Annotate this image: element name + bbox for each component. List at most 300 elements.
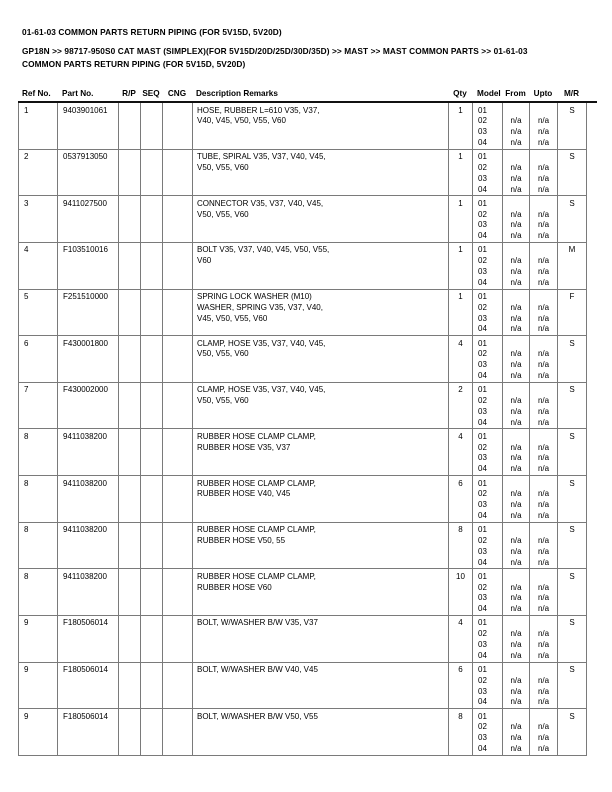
- upto-cell: [530, 523, 558, 569]
- seq-cell: [141, 616, 163, 662]
- seq-cell: [141, 150, 163, 196]
- from-value: n/a: [510, 593, 522, 603]
- model-line: 04: [478, 604, 487, 614]
- mr-value: M: [568, 245, 576, 255]
- from-value: n/a: [510, 313, 522, 323]
- qty-cell: 1: [449, 290, 473, 336]
- parts-table: [18, 86, 597, 756]
- description-line: RUBBER HOSE V40, V45: [197, 489, 291, 499]
- upto-value: n/a: [537, 162, 550, 172]
- model-line: 03: [478, 500, 487, 510]
- model-line: 04: [478, 137, 487, 147]
- model-cell: [473, 383, 503, 429]
- upto-value: n/a: [537, 697, 550, 707]
- model-line: 03: [478, 127, 487, 137]
- table-row: [19, 616, 587, 663]
- table-row: [19, 290, 587, 337]
- from-value: n/a: [510, 697, 522, 707]
- model-line: 04: [478, 650, 487, 660]
- from-value: [503, 665, 529, 676]
- description-line: V50, V55, V60: [197, 209, 249, 219]
- page-title: 01-61-03 COMMON PARTS RETURN PIPING (FOR 5V15D, 5V20D): [22, 27, 282, 37]
- model-line: 01: [478, 571, 487, 581]
- upto-cell: [530, 290, 558, 336]
- rp-cell: [119, 476, 141, 522]
- upto-value: n/a: [537, 733, 550, 743]
- from-value: [503, 618, 529, 629]
- mr-cell: [558, 383, 587, 429]
- qty-cell: 8: [449, 709, 473, 755]
- model-line: 04: [478, 231, 487, 241]
- upto-value: n/a: [537, 639, 550, 649]
- table-row: [19, 336, 587, 383]
- model-line: 03: [478, 733, 487, 743]
- from-value: n/a: [510, 464, 522, 474]
- upto-value: n/a: [537, 675, 550, 685]
- description-line: CONNECTOR V35, V37, V40, V45,: [197, 198, 324, 208]
- seq-cell: [141, 663, 163, 709]
- from-value: n/a: [510, 650, 522, 660]
- model-line: 01: [478, 478, 487, 488]
- rp-cell: [119, 616, 141, 662]
- description-line: RUBBER HOSE V35, V37: [197, 442, 291, 452]
- upto-value: n/a: [537, 489, 550, 499]
- qty-cell: 1: [449, 196, 473, 242]
- model-line: 04: [478, 417, 487, 427]
- from-cell: [503, 663, 530, 709]
- from-value: n/a: [510, 629, 522, 639]
- from-value: n/a: [510, 349, 522, 359]
- from-value: n/a: [510, 417, 522, 427]
- qty-cell: 1: [449, 103, 473, 149]
- upto-value: n/a: [537, 546, 550, 556]
- column-header-model: Model: [477, 89, 501, 98]
- upto-value: n/a: [537, 349, 550, 359]
- table-row: [19, 383, 587, 430]
- upto-value: [530, 572, 557, 583]
- upto-value: [530, 665, 557, 676]
- from-value: [503, 245, 529, 256]
- table-row: [19, 243, 587, 290]
- breadcrumb: [22, 45, 528, 70]
- upto-value: n/a: [537, 371, 550, 381]
- qty-cell: 10: [449, 569, 473, 615]
- ref-no-cell: 9: [19, 663, 58, 709]
- table-body: [18, 103, 587, 756]
- mr-value: S: [569, 478, 575, 488]
- description-line: V45, V50, V55, V60: [197, 313, 268, 323]
- description-cell: [193, 709, 449, 755]
- upto-value: [530, 152, 557, 163]
- from-value: n/a: [510, 162, 522, 172]
- part-no-cell: 9411027500: [58, 196, 119, 242]
- column-header-seq: SEQ: [142, 89, 160, 98]
- ref-no-cell: 4: [19, 243, 58, 289]
- table-row: [19, 663, 587, 710]
- description-cell: [193, 569, 449, 615]
- ref-no-cell: 8: [19, 523, 58, 569]
- description-line: RUBBER HOSE V50, 55: [197, 535, 286, 545]
- description-cell: [193, 336, 449, 382]
- upto-value: n/a: [537, 686, 550, 696]
- mr-cell: [558, 336, 587, 382]
- qty-cell: 4: [449, 336, 473, 382]
- description-line: RUBBER HOSE CLAMP CLAMP,: [197, 478, 316, 488]
- cng-cell: [163, 523, 193, 569]
- rp-cell: [119, 429, 141, 475]
- upto-value: n/a: [537, 184, 550, 194]
- description-line: V50, V55, V60: [197, 349, 249, 359]
- model-line: 03: [478, 360, 487, 370]
- model-line: 01: [478, 198, 487, 208]
- seq-cell: [141, 476, 163, 522]
- model-line: 03: [478, 313, 487, 323]
- upto-value: [530, 712, 557, 723]
- cng-cell: [163, 336, 193, 382]
- column-header-from: From: [505, 89, 526, 98]
- from-cell: [503, 569, 530, 615]
- model-line: 02: [478, 442, 487, 452]
- description-cell: [193, 196, 449, 242]
- qty-cell: 6: [449, 476, 473, 522]
- description-line: BOLT V35, V37, V40, V45, V50, V55,: [197, 245, 330, 255]
- upto-value: n/a: [537, 604, 550, 614]
- mr-value: F: [569, 292, 575, 301]
- from-cell: [503, 196, 530, 242]
- model-line: 01: [478, 105, 487, 115]
- cng-cell: [163, 196, 193, 242]
- mr-value: S: [569, 618, 575, 628]
- upto-value: [530, 292, 557, 303]
- model-line: 01: [478, 618, 487, 628]
- ref-no-cell: 8: [19, 429, 58, 475]
- rp-cell: [119, 150, 141, 196]
- upto-value: n/a: [537, 442, 550, 452]
- model-cell: [473, 523, 503, 569]
- table-row: [19, 476, 587, 523]
- seq-cell: [141, 429, 163, 475]
- from-cell: [503, 103, 530, 149]
- mr-value: S: [569, 525, 575, 535]
- mr-cell: [558, 429, 587, 475]
- upto-value: n/a: [537, 360, 550, 370]
- from-value: [503, 339, 529, 350]
- from-value: [503, 432, 529, 443]
- upto-value: n/a: [537, 593, 550, 603]
- model-line: 02: [478, 535, 487, 545]
- from-value: n/a: [510, 302, 522, 312]
- cng-cell: [163, 663, 193, 709]
- from-value: n/a: [510, 582, 522, 592]
- mr-cell: [558, 243, 587, 289]
- ref-no-cell: 1: [19, 103, 58, 149]
- model-line: 02: [478, 302, 487, 312]
- upto-cell: [530, 429, 558, 475]
- description-line: CLAMP, HOSE V35, V37, V40, V45,: [197, 385, 326, 395]
- mr-cell: [558, 523, 587, 569]
- part-no-cell: 9411038200: [58, 476, 119, 522]
- upto-cell: [530, 336, 558, 382]
- part-no-cell: F430001800: [58, 336, 119, 382]
- upto-cell: [530, 476, 558, 522]
- model-line: 01: [478, 292, 487, 301]
- from-value: n/a: [510, 557, 522, 567]
- upto-value: [530, 525, 557, 536]
- upto-value: n/a: [537, 650, 550, 660]
- description-line: BOLT, W/WASHER B/W V35, V37: [197, 618, 318, 628]
- upto-value: [530, 106, 557, 117]
- rp-cell: [119, 663, 141, 709]
- from-value: n/a: [510, 184, 522, 194]
- from-cell: [503, 709, 530, 755]
- seq-cell: [141, 196, 163, 242]
- upto-value: n/a: [537, 629, 550, 639]
- from-value: [503, 572, 529, 583]
- from-value: n/a: [510, 604, 522, 614]
- cng-cell: [163, 616, 193, 662]
- description-line: RUBBER HOSE CLAMP CLAMP,: [197, 525, 316, 535]
- ref-no-cell: 2: [19, 150, 58, 196]
- description-line: V40, V45, V50, V55, V60: [197, 116, 286, 126]
- from-value: [503, 152, 529, 163]
- model-line: 02: [478, 349, 487, 359]
- upto-value: n/a: [537, 116, 550, 126]
- model-line: 01: [478, 245, 487, 255]
- upto-value: n/a: [537, 406, 550, 416]
- ref-no-cell: 9: [19, 709, 58, 755]
- seq-cell: [141, 569, 163, 615]
- column-header-description: Description Remarks: [196, 89, 278, 98]
- from-value: n/a: [510, 209, 522, 219]
- model-line: 01: [478, 711, 487, 721]
- upto-value: [530, 385, 557, 396]
- model-line: 02: [478, 256, 487, 266]
- model-line: 04: [478, 697, 487, 707]
- from-value: n/a: [510, 396, 522, 406]
- model-line: 02: [478, 116, 487, 126]
- from-value: n/a: [510, 256, 522, 266]
- upto-value: n/a: [537, 722, 550, 732]
- from-cell: [503, 476, 530, 522]
- model-line: 03: [478, 453, 487, 463]
- mr-value: S: [569, 385, 575, 395]
- mr-value: S: [569, 665, 575, 674]
- upto-value: n/a: [537, 500, 550, 510]
- from-value: [503, 292, 529, 303]
- description-line: BOLT, W/WASHER B/W V40, V45: [197, 665, 318, 674]
- model-line: 03: [478, 546, 487, 556]
- upto-value: n/a: [537, 313, 550, 323]
- description-line: RUBBER HOSE V60: [197, 582, 272, 592]
- upto-value: n/a: [537, 324, 550, 334]
- description-cell: [193, 290, 449, 336]
- cng-cell: [163, 476, 193, 522]
- from-cell: [503, 523, 530, 569]
- mr-cell: [558, 290, 587, 336]
- upto-value: [530, 339, 557, 350]
- rp-cell: [119, 569, 141, 615]
- qty-cell: 4: [449, 429, 473, 475]
- description-cell: [193, 663, 449, 709]
- model-cell: [473, 429, 503, 475]
- description-line: V60: [197, 256, 212, 266]
- from-value: n/a: [510, 546, 522, 556]
- from-value: [503, 385, 529, 396]
- mr-value: S: [569, 431, 575, 441]
- model-cell: [473, 336, 503, 382]
- ref-no-cell: 5: [19, 290, 58, 336]
- model-cell: [473, 103, 503, 149]
- mr-cell: [558, 103, 587, 149]
- upto-cell: [530, 196, 558, 242]
- mr-value: S: [569, 338, 575, 348]
- qty-cell: 6: [449, 663, 473, 709]
- qty-cell: 8: [449, 523, 473, 569]
- part-no-cell: F180506014: [58, 663, 119, 709]
- mr-cell: [558, 569, 587, 615]
- description-line: CLAMP, HOSE V35, V37, V40, V45,: [197, 338, 326, 348]
- part-no-cell: F430002000: [58, 383, 119, 429]
- upto-cell: [530, 569, 558, 615]
- upto-value: n/a: [537, 256, 550, 266]
- model-line: 04: [478, 510, 487, 520]
- upto-value: n/a: [537, 302, 550, 312]
- description-line: RUBBER HOSE CLAMP CLAMP,: [197, 431, 316, 441]
- upto-value: n/a: [537, 464, 550, 474]
- description-line: BOLT, W/WASHER B/W V50, V55: [197, 711, 318, 721]
- table-row: [19, 709, 587, 756]
- upto-value: n/a: [537, 173, 550, 183]
- mr-value: S: [569, 105, 575, 115]
- column-header-upto: Upto: [533, 89, 553, 98]
- from-value: n/a: [510, 442, 522, 452]
- upto-cell: [530, 663, 558, 709]
- upto-cell: [530, 150, 558, 196]
- description-cell: [193, 616, 449, 662]
- part-no-cell: F180506014: [58, 709, 119, 755]
- mr-cell: [558, 709, 587, 755]
- from-value: n/a: [510, 744, 522, 754]
- model-line: 02: [478, 162, 487, 172]
- model-cell: [473, 709, 503, 755]
- upto-value: n/a: [537, 220, 550, 230]
- from-value: n/a: [510, 639, 522, 649]
- cng-cell: [163, 709, 193, 755]
- upto-value: [530, 618, 557, 629]
- seq-cell: [141, 243, 163, 289]
- ref-no-cell: 9: [19, 616, 58, 662]
- model-line: 01: [478, 385, 487, 395]
- from-value: n/a: [510, 116, 522, 126]
- upto-value: n/a: [537, 453, 550, 463]
- model-line: 02: [478, 629, 487, 639]
- upto-value: n/a: [537, 137, 550, 147]
- mr-cell: [558, 150, 587, 196]
- model-line: 04: [478, 744, 487, 754]
- part-no-cell: 9411038200: [58, 429, 119, 475]
- model-line: 02: [478, 722, 487, 732]
- column-header-mr: M/R: [563, 89, 579, 98]
- from-value: n/a: [510, 277, 522, 287]
- description-line: V50, V55, V60: [197, 396, 249, 406]
- model-cell: [473, 196, 503, 242]
- qty-cell: 1: [449, 243, 473, 289]
- mr-cell: [558, 196, 587, 242]
- ref-no-cell: 8: [19, 569, 58, 615]
- description-line: V50, V55, V60: [197, 162, 249, 172]
- upto-value: n/a: [537, 266, 550, 276]
- description-cell: [193, 429, 449, 475]
- description-cell: [193, 243, 449, 289]
- from-value: n/a: [510, 220, 522, 230]
- model-line: 02: [478, 396, 487, 406]
- from-cell: [503, 336, 530, 382]
- model-line: 01: [478, 338, 487, 348]
- cng-cell: [163, 150, 193, 196]
- from-cell: [503, 290, 530, 336]
- from-value: n/a: [510, 722, 522, 732]
- model-line: 04: [478, 557, 487, 567]
- from-value: n/a: [510, 173, 522, 183]
- from-value: [503, 525, 529, 536]
- upto-value: [530, 199, 557, 210]
- rp-cell: [119, 709, 141, 755]
- from-cell: [503, 383, 530, 429]
- model-line: 01: [478, 525, 487, 535]
- seq-cell: [141, 103, 163, 149]
- ref-no-cell: 6: [19, 336, 58, 382]
- ref-no-cell: 8: [19, 476, 58, 522]
- qty-cell: 4: [449, 616, 473, 662]
- rp-cell: [119, 290, 141, 336]
- table-row: [19, 196, 587, 243]
- model-cell: [473, 243, 503, 289]
- from-value: n/a: [510, 535, 522, 545]
- part-no-cell: F180506014: [58, 616, 119, 662]
- upto-cell: [530, 616, 558, 662]
- model-line: 03: [478, 686, 487, 696]
- model-cell: [473, 476, 503, 522]
- description-cell: [193, 103, 449, 149]
- from-value: n/a: [510, 371, 522, 381]
- upto-cell: [530, 103, 558, 149]
- from-value: n/a: [510, 324, 522, 334]
- upto-value: [530, 479, 557, 490]
- model-line: 03: [478, 173, 487, 183]
- column-header-cng: CNG: [167, 89, 187, 98]
- upto-cell: [530, 709, 558, 755]
- model-line: 04: [478, 464, 487, 474]
- from-value: n/a: [510, 406, 522, 416]
- upto-value: [530, 432, 557, 443]
- part-no-cell: 0537913050: [58, 150, 119, 196]
- description-cell: [193, 383, 449, 429]
- from-value: n/a: [510, 500, 522, 510]
- upto-value: n/a: [537, 127, 550, 137]
- upto-value: n/a: [537, 417, 550, 427]
- part-no-cell: F103510016: [58, 243, 119, 289]
- from-value: n/a: [510, 266, 522, 276]
- from-value: n/a: [510, 231, 522, 241]
- from-cell: [503, 150, 530, 196]
- part-no-cell: 9411038200: [58, 523, 119, 569]
- cng-cell: [163, 103, 193, 149]
- cng-cell: [163, 569, 193, 615]
- model-line: 01: [478, 431, 487, 441]
- model-line: 03: [478, 639, 487, 649]
- from-value: [503, 199, 529, 210]
- rp-cell: [119, 243, 141, 289]
